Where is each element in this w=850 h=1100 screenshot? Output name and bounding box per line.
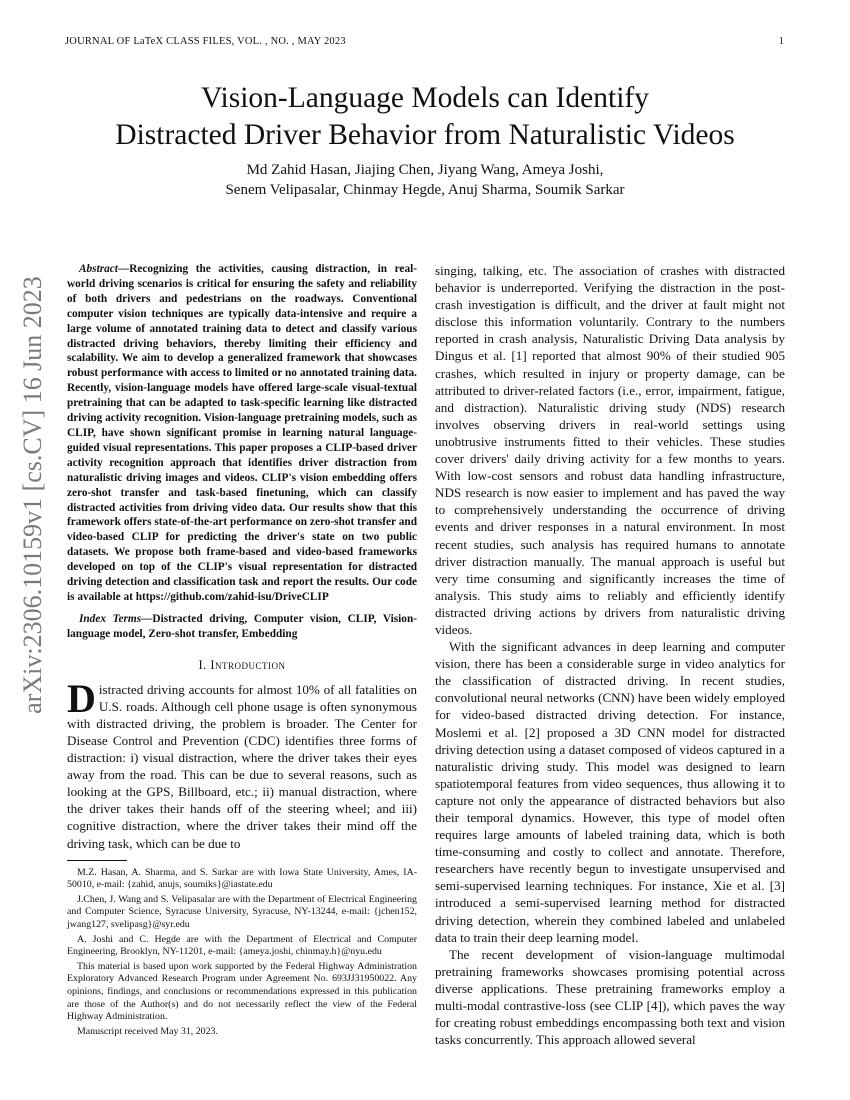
drop-cap: D xyxy=(67,675,96,721)
footnote-funding: This material is based upon work supported by the Federal Highway Administration Exploratory Advanced Research Program under Agreement No. 693JJ31950022. Any opinions, findings, and conclusions or recommendations expressed in this publication are those of the Author(s) and do not necessarily reflect the view of the Federal Highway Administration. xyxy=(67,960,417,1023)
section-heading xyxy=(67,658,417,673)
abstract xyxy=(67,262,417,605)
arxiv-stamp-container xyxy=(8,276,58,714)
arxiv-stamp: arXiv:2306.10159v1 [cs.CV] 16 Jun 2023 xyxy=(18,276,47,714)
section-numeral: I. xyxy=(198,657,211,672)
author-list xyxy=(60,160,790,200)
authors-line-2: Senem Velipasalar, Chinmay Hegde, Anuj Sharma, Soumik Sarkar xyxy=(225,182,625,198)
index-terms-text: —Distracted driving, Computer vision, CLIP, Vision-language model, Zero-shot transfer, Embedding xyxy=(67,612,417,640)
title-line-2: Distracted Driver Behavior from Naturalistic Videos xyxy=(115,119,735,151)
footnote-manuscript: Manuscript received May 31, 2023. xyxy=(77,1025,218,1037)
paragraph-continuation: singing, talking, etc. The association of crashes with distracted behavior is underreported. Verifying the distraction in the post-crash investigation is difficult, and the driver at fault might not disclose this information voluntarily. Contrary to the numbers reported in crash analysis, Naturalistic Driving Data analysis by Dingus et al. [1] reported that almost 90% of their studied 905 crashes, which resulted in injury or property damage, can be attributed to driver-related factors (i.e., error, impairment, fatigue, and distraction). Naturalistic driving study (NDS) research involves observing drivers in real-world settings using unobtrusive instruments fitted to their vehicles. These studies cover drivers' daily driving activity for a few months to years. With low-cost sensors and robust data handling infrastructure, NDS research is now easier to implement and has paved the way to comprehensively understanding the occurrence of driving events and driver responses in a natural environment. In most recent studies, such analysis has required humans to annotate driver distraction manually. The manual approach is useful but very time consuming and significantly increases the time of analysis. This study aims to reliably and efficiently identify distracted driving actions by drivers from naturalistic driving videos. xyxy=(435,263,785,637)
paragraph-vision-language: The recent development of vision-language multimodal pretraining frameworks showcases promising potential across diverse applications. These pretraining frameworks employ a multi-modal contrastive-loss (see CLIP [4]), which paves the way for creating robust embeddings encompassing both text and vision tasks concurrently. This approach allowed several xyxy=(435,946,785,1048)
intro-paragraph xyxy=(67,675,417,852)
abstract-label: Abstract xyxy=(79,263,118,275)
running-header: JOURNAL OF LaTeX CLASS FILES, VOL. , NO. , MAY 2023 xyxy=(65,36,346,47)
footnote-affiliation-nyu: A. Joshi and C. Hegde are with the Department of Electrical and Computer Engineering, Brooklyn, NY-11201, e-mail: {ameya.joshi, chinmay.h}@nyu.edu xyxy=(67,933,417,958)
paper-title xyxy=(60,80,790,154)
index-terms xyxy=(67,612,417,642)
footnote-rule xyxy=(67,860,127,861)
footnote-affiliation-syracuse: J.Chen, J. Wang and S. Velipasalar are with the Department of Electrical Engineering and Computer Science, Syracuse University, Syracuse, NY-13244, e-mail: {jchen152, jwang127, svelipasg}@syr.edu xyxy=(67,893,417,930)
title-line-1: Vision-Language Models can Identify xyxy=(201,82,649,114)
section-name: Introduction xyxy=(210,657,286,672)
paragraph-deep-learning: With the significant advances in deep learning and computer vision, there has been a considerable surge in video analytics for the classification of distracted driving. In recent studies, convolutional neural networks (CNN) have been widely employed for video-based distracted driving detection. For instance, Moslemi et al. [2] proposed a 3D CNN model for distracted driving detection using a dataset composed of videos captured in a naturalistic driving study. This model was designed to learn spatiotemporal features from video sequences, thus allowing it to capture not only the appearance of distracted behaviors but also their temporal dynamics. However, this type of model often requires large amounts of labeled training data, which is both time-consuming and costly to collect and annotate. Therefore, researchers have recently begun to investigate unsupervised and semi-supervised learning techniques. For instance, Xie et al. [3] introduced a semi-supervised learning method for distracted driving detection, wherein they combined labeled and unlabeled data to train their deep learning model. xyxy=(435,639,785,945)
footnote-affiliation-isu: M.Z. Hasan, A. Sharma, and S. Sarkar are with Iowa State University, Ames, IA-50010, e-mail: {zahid, anujs, soumiks}@iastate.edu xyxy=(67,866,417,891)
abstract-text: —Recognizing the activities, causing distraction, in real-world driving scenarios is critical for ensuring the safety and reliability of both drivers and pedestrians on the roadways. Conventional computer vision techniques are typically data-intensive and require a large volume of annotated training data to detect and classify various distracted driving behaviors, thereby limiting their efficiency and scalability. We aim to develop a generalized framework that showcases robust performance with access to limited or no annotated training data. Recently, vision-language models have offered large-scale visual-textual pretraining that can be adapted to task-specific learning like distracted driving activity recognition. Vision-language pretraining models, such as CLIP, have shown significant promise in learning natural language-guided visual representations. This paper proposes a CLIP-based driver activity recognition approach that identifies driver distraction from naturalistic driving images and videos. CLIP's vision embedding offers zero-shot transfer and task-based finetuning, which can classify distracted activities from driving video data. Our results show that this framework offers state-of-the-art performance on zero-shot transfer and video-based CLIP for predicting the driver's state on two public datasets. We propose both frame-based and video-based frameworks developed on top of the CLIP's visual representation for distracted driving detection and classification task and report the results. Our code is available at https://github.com/zahid-isu/DriveCLIP xyxy=(67,263,417,603)
right-column xyxy=(435,262,785,1048)
intro-text: istracted driving accounts for almost 10% of all fatalities on U.S. roads. Although cell phone usage is often synonymous with distracted driving, the problem is broader. The Center for Disease Control and Prevention (CDC) identifies three forms of distraction: i) visual distraction, where the driver takes their eyes away from the road. This can be due to several reasons, such as looking at the GPS, Billboard, etc.; ii) manual distraction, where the driver takes their hands off of the steering wheel; and iii) cognitive distraction, where the driver takes their mind off the driving task, which can be due to xyxy=(67,681,417,851)
index-terms-label: Index Terms xyxy=(79,612,142,625)
page-number: 1 xyxy=(778,36,784,47)
authors-line-1: Md Zahid Hasan, Jiajing Chen, Jiyang Wang, Ameya Joshi, xyxy=(246,162,604,178)
left-column xyxy=(67,262,417,1040)
